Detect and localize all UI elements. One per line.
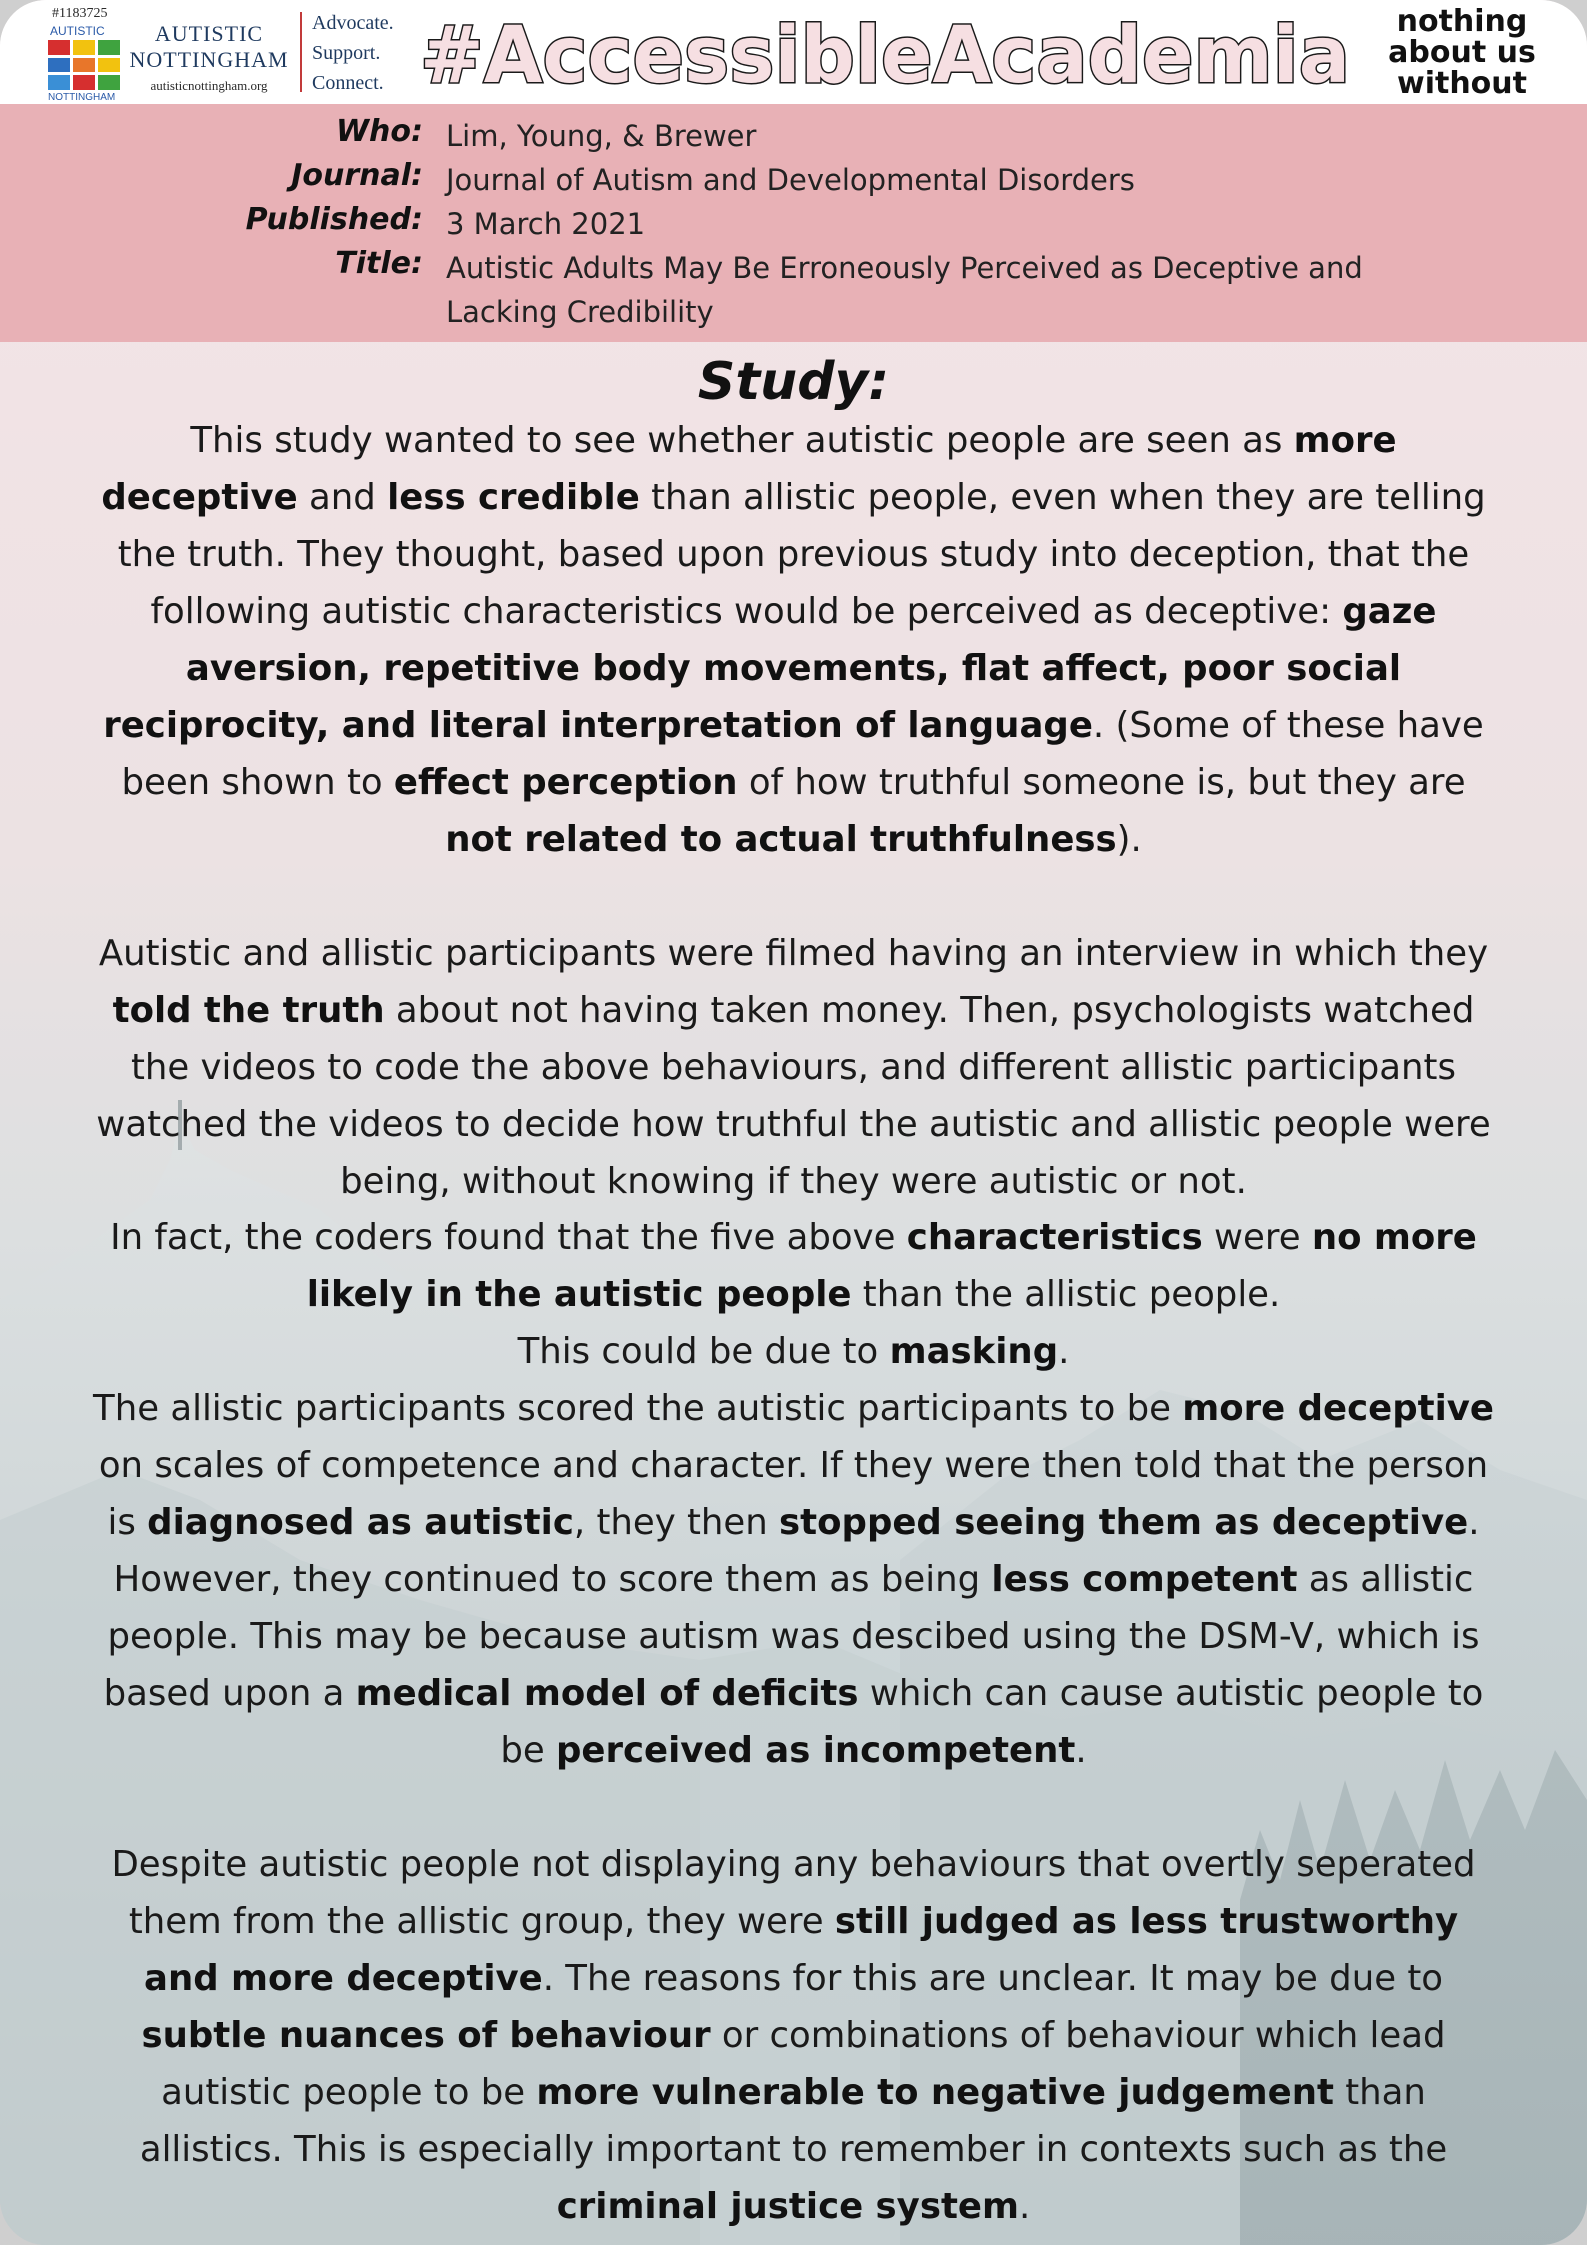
title-label: Title: [335, 246, 423, 281]
hashtag-title [410, 0, 1360, 104]
bold-phrase: medical model of deficits [355, 1673, 859, 1714]
text-run: This could be due to [517, 1331, 890, 1372]
bold-phrase: masking [889, 1331, 1059, 1372]
study-paragraph-4 [88, 1323, 1499, 1380]
study-heading: Study: [697, 352, 890, 412]
bold-phrase: less competent [991, 1559, 1298, 1600]
study-paragraph-1 [88, 412, 1499, 868]
text-run: . [1058, 1331, 1070, 1372]
info-title [0, 246, 1587, 334]
text-run: than the allistic people. [851, 1274, 1281, 1315]
org-name-line2: NOTTINGHAM [129, 47, 289, 72]
text-run: Autistic and allistic participants were filmed having an interview in which they [98, 933, 1489, 974]
autistic-nottingham-logo [44, 6, 122, 102]
study-paragraph-3 [88, 1209, 1499, 1323]
logo-bottom-text: NOTTINGHAM [48, 92, 116, 103]
paper-info-band [0, 104, 1587, 342]
logo-square [48, 40, 70, 55]
published-value: 3 March 2021 [446, 207, 646, 241]
text-run: as allistic people. This may be because autism was descibed using the DSM-V, which is based upon a [103, 1559, 1480, 1714]
text-run: . [1075, 1730, 1087, 1771]
logo-code: #1183725 [52, 6, 108, 21]
text-run: . However, they continued to score them as being [113, 1502, 1480, 1600]
slogan-line2: about us [1388, 35, 1536, 70]
info-journal [0, 158, 1587, 202]
logo-square [73, 40, 95, 55]
text-run: of how truthful someone is, but they are [737, 762, 1466, 803]
logo-square [98, 58, 120, 73]
who-label: Who: [335, 114, 423, 149]
text-run: This study wanted to see whether autistic people are seen as [190, 420, 1294, 461]
bold-phrase: characteristics [906, 1217, 1203, 1258]
text-run: were [1202, 1217, 1312, 1258]
text-run: Despite autistic people not displaying any behaviours that overtly seperated them from the allistic group, they were [111, 1844, 1476, 1942]
text-run: . [1018, 2186, 1031, 2227]
logo-color-grid [48, 40, 120, 90]
hashtag-text: #AccessibleAcademia [420, 11, 1350, 101]
tagline [312, 8, 394, 98]
text-run: ). [1116, 819, 1142, 860]
journal-value: Journal of Autism and Developmental Disorders [446, 163, 1135, 197]
study-paragraph-6 [88, 1836, 1499, 2235]
header-divider [300, 12, 302, 92]
logo-square [48, 58, 70, 73]
text-run: , they then [573, 1502, 780, 1543]
bold-phrase: stopped seeing them as deceptive [779, 1502, 1469, 1543]
bold-phrase: effect perception [393, 762, 738, 803]
info-who [0, 114, 1587, 158]
study-paragraph-2 [88, 925, 1499, 1210]
bold-phrase: still judged as less trustworthy and more deceptive [144, 1901, 1459, 1999]
published-label: Published: [245, 202, 423, 237]
title-value: Autistic Adults May Be Erroneously Perceived as Deceptive and Lacking Credibility [446, 251, 1363, 329]
study-paragraph-5 [88, 1380, 1499, 1779]
bold-phrase: perceived as incompetent [556, 1730, 1076, 1771]
logo-square [73, 58, 95, 73]
bold-phrase: told the truth [112, 990, 385, 1031]
logo-square [98, 75, 120, 90]
who-value: Lim, Young, & Brewer [446, 119, 757, 153]
org-url: autisticnottingham.org [150, 78, 268, 93]
bold-phrase: gaze aversion, repetitive body movements, flat affect, poor social reciprocity, and literal interpretation of language [103, 591, 1437, 746]
bold-phrase: criminal justice system [556, 2186, 1019, 2227]
text-run: . The reasons for this are unclear. It may be due to [542, 1958, 1443, 1999]
bold-phrase: diagnosed as autistic [147, 1502, 574, 1543]
text-run: The allistic participants scored the autistic participants to be [93, 1388, 1183, 1429]
tagline-connect: Connect. [312, 72, 384, 94]
bold-phrase: more vulnerable to negative judgement [536, 2072, 1334, 2113]
slogan-line3: without [1396, 66, 1527, 101]
tagline-advocate: Advocate. [312, 12, 394, 34]
bold-phrase: not related to actual truthfulness [445, 819, 1117, 860]
logo-square [48, 75, 70, 90]
journal-label: Journal: [291, 158, 423, 193]
text-run: than allistics. This is especially important to remember in contexts such as the [139, 2072, 1448, 2170]
bold-phrase: no more likely in the autistic people [306, 1217, 1477, 1315]
org-name-line1: AUTISTIC [154, 21, 264, 46]
text-run: than allistic people, even when they are telling the truth. They thought, based upon previous study into deception, that the following autistic characteristics would be perceived as deceptive: [117, 477, 1486, 632]
tagline-support: Support. [312, 42, 381, 64]
text-run: which can cause autistic people to be [500, 1673, 1484, 1771]
bold-phrase: more deceptive [101, 420, 1397, 518]
bold-phrase: more deceptive [1182, 1388, 1494, 1429]
info-published [0, 202, 1587, 246]
text-run: . (Some of these have been shown to [121, 705, 1484, 803]
bold-phrase: less credible [387, 477, 640, 518]
text-run: and [297, 477, 388, 518]
logo-top-text: AUTISTIC [50, 24, 105, 38]
org-name [124, 22, 294, 94]
bold-phrase: subtle nuances of behaviour [141, 2015, 711, 2056]
header-bar [0, 0, 1587, 104]
logo-square [98, 40, 120, 55]
text-run: about not having taken money. Then, psychologists watched the videos to code the above behaviours, and different allistic participants watched the videos to decide how truthful the autistic and allistic people were being, without knowing if they were autistic or not. [96, 990, 1491, 1202]
text-run: In fact, the coders found that the five above [110, 1217, 907, 1258]
text-run: on scales of competence and character. If they were then told that the person is [98, 1445, 1489, 1543]
logo-square [73, 75, 95, 90]
slogan-line1: nothing [1396, 4, 1528, 39]
text-run: or combinations of behaviour which lead autistic people to be [161, 2015, 1446, 2113]
